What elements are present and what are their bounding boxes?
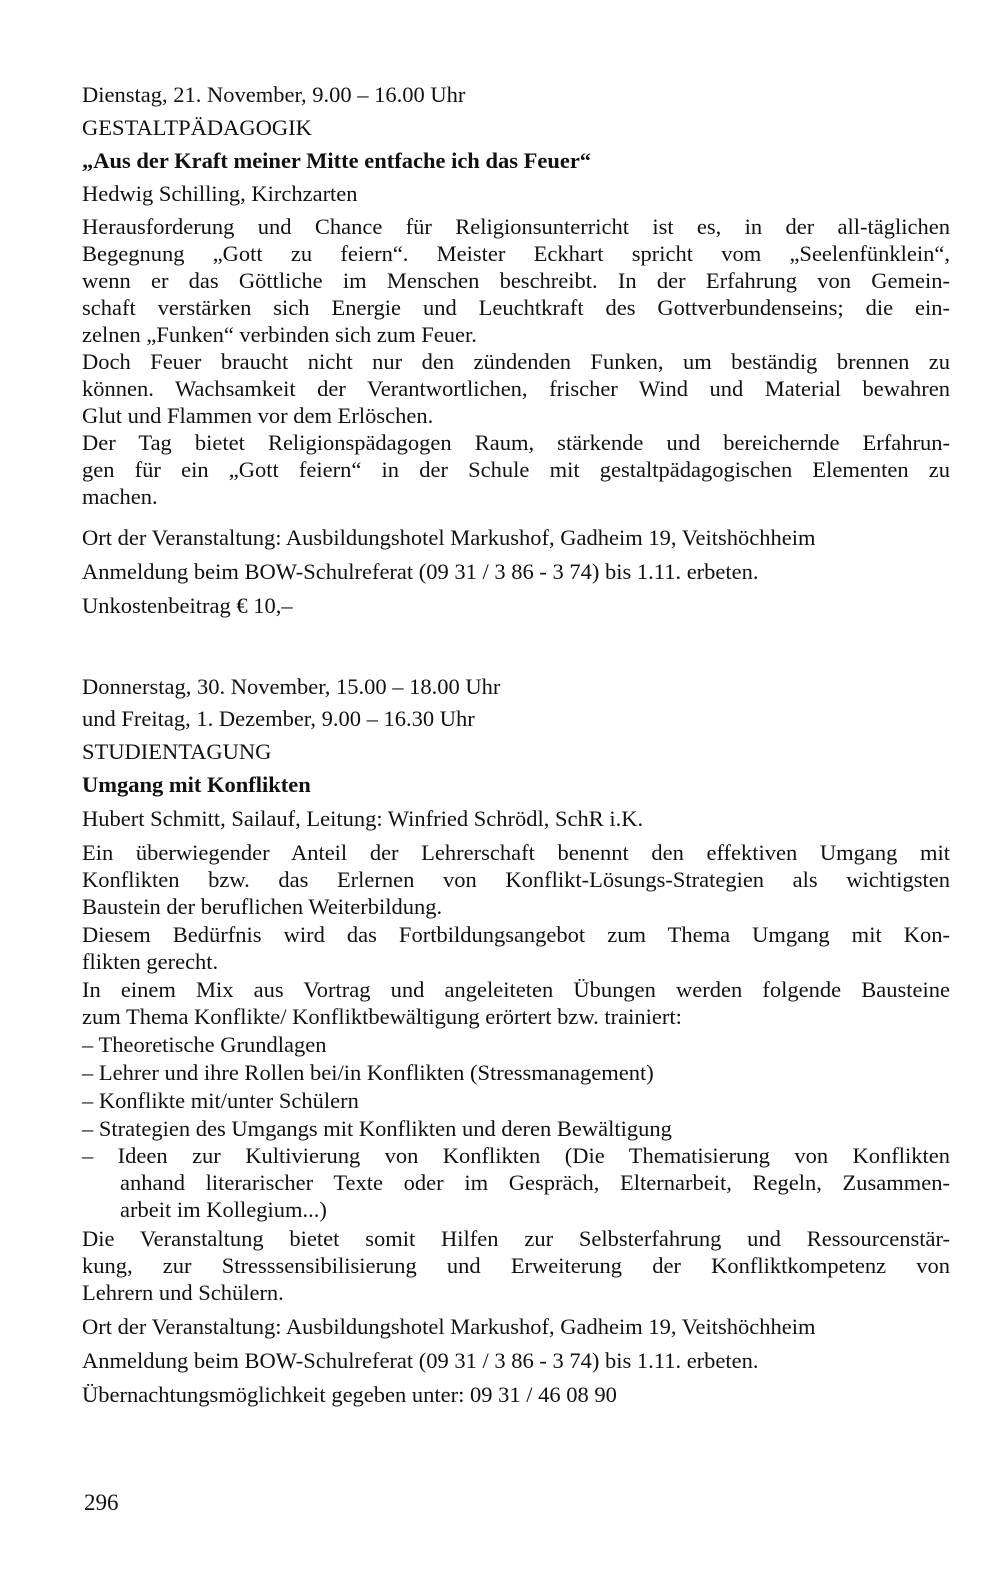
event1-description-line: Doch Feuer braucht nicht nur den zündenden Funken, um beständig brennen zu xyxy=(82,349,950,374)
event1-description-line: Herausforderung und Chance für Religionsunterricht ist es, in der all-täglichen xyxy=(82,214,950,239)
event1-description-line: machen. xyxy=(82,484,158,509)
event2-closing-line: Die Veranstaltung bietet somit Hilfen zur Selbsterfahrung und Ressourcenstär- xyxy=(82,1226,950,1251)
event2-description-line: flikten gerecht. xyxy=(82,949,219,974)
event2-date-line-1: Donnerstag, 30. November, 15.00 – 18.00 Uhr xyxy=(82,674,501,699)
event1-description-line: Glut und Flammen vor dem Erlöschen. xyxy=(82,403,434,428)
event1-description-line: Der Tag bietet Religionspädagogen Raum, stärkende und bereichernde Erfahrun- xyxy=(82,430,950,455)
event2-location: Ort der Veranstaltung: Ausbildungshotel Markushof, Gadheim 19, Veitshöchheim xyxy=(82,1314,816,1339)
event1-description-line: können. Wachsamkeit der Verantwortlichen, frischer Wind und Material bewahren xyxy=(82,376,950,401)
event2-presenter: Hubert Schmitt, Sailauf, Leitung: Winfried Schrödl, SchR i.K. xyxy=(82,806,644,831)
event2-bullet: – Strategien des Umgangs mit Konflikten und deren Bewältigung xyxy=(82,1116,672,1141)
event2-bullet: – Konflikte mit/unter Schülern xyxy=(82,1088,359,1113)
event1-fee: Unkostenbeitrag € 10,– xyxy=(82,593,293,618)
event2-description-line: Ein überwiegender Anteil der Lehrerschaft benennt den effektiven Umgang mit xyxy=(82,840,950,865)
event2-description-line: Konflikten bzw. das Erlernen von Konflikt-Lösungs-Strategien als wichtigsten xyxy=(82,867,950,892)
event1-description-line: schaft verstärken sich Energie und Leuchtkraft des Gottverbundenseins; die ein- xyxy=(82,295,950,320)
event2-description-line: zum Thema Konflikte/ Konfliktbewältigung erörtert bzw. trainiert: xyxy=(82,1004,682,1029)
event1-registration: Anmeldung beim BOW-Schulreferat (09 31 / 3 86 - 3 74) bis 1.11. erbeten. xyxy=(82,559,759,584)
event2-bullet: – Lehrer und ihre Rollen bei/in Konflikten (Stressmanagement) xyxy=(82,1060,654,1085)
event2-bullet-continuation: anhand literarischer Texte oder im Gespräch, Elternarbeit, Regeln, Zusammen- xyxy=(120,1170,950,1195)
event1-location: Ort der Veranstaltung: Ausbildungshotel Markushof, Gadheim 19, Veitshöchheim xyxy=(82,525,816,550)
event1-description-line: Begegnung „Gott zu feiern“. Meister Eckhart spricht vom „Seelenfünklein“, xyxy=(82,241,950,266)
event1-category: GESTALTPÄDAGOGIK xyxy=(82,115,312,140)
event2-closing-line: kung, zur Stresssensibilisierung und Erweiterung der Konfliktkompetenz von xyxy=(82,1253,950,1278)
event1-presenter: Hedwig Schilling, Kirchzarten xyxy=(82,181,358,206)
event1-title: „Aus der Kraft meiner Mitte entfache ich das Feuer“ xyxy=(82,148,592,173)
event2-category: STUDIENTAGUNG xyxy=(82,739,272,764)
event2-description-line: Diesem Bedürfnis wird das Fortbildungsangebot zum Thema Umgang mit Kon- xyxy=(82,922,950,947)
event2-description-line: Baustein der beruflichen Weiterbildung. xyxy=(82,894,443,919)
event2-bullet: – Ideen zur Kultivierung von Konflikten (Die Thematisierung von Konflikten xyxy=(82,1143,950,1168)
event2-closing-line: Lehrern und Schülern. xyxy=(82,1280,284,1305)
event2-description-line: In einem Mix aus Vortrag und angeleiteten Übungen werden folgende Bausteine xyxy=(82,977,950,1002)
event2-registration: Anmeldung beim BOW-Schulreferat (09 31 / 3 86 - 3 74) bis 1.11. erbeten. xyxy=(82,1348,759,1373)
event1-description-line: zelnen „Funken“ verbinden sich zum Feuer. xyxy=(82,322,477,347)
event1-description-line: wenn er das Göttliche im Menschen beschreibt. In der Erfahrung von Gemein- xyxy=(82,268,950,293)
page-number: 296 xyxy=(84,1490,119,1515)
event2-bullet: – Theoretische Grundlagen xyxy=(82,1032,327,1057)
event2-accommodation: Übernachtungsmöglichkeit gegeben unter: 09 31 / 46 08 90 xyxy=(82,1382,617,1407)
event1-description-line: gen für ein „Gott feiern“ in der Schule mit gestaltpädagogischen Elementen zu xyxy=(82,457,950,482)
event1-date: Dienstag, 21. November, 9.00 – 16.00 Uhr xyxy=(82,82,466,107)
event2-bullet-continuation: arbeit im Kollegium...) xyxy=(120,1197,327,1222)
event2-date-line-2: und Freitag, 1. Dezember, 9.00 – 16.30 Uhr xyxy=(82,706,475,731)
event2-title: Umgang mit Konflikten xyxy=(82,772,311,797)
